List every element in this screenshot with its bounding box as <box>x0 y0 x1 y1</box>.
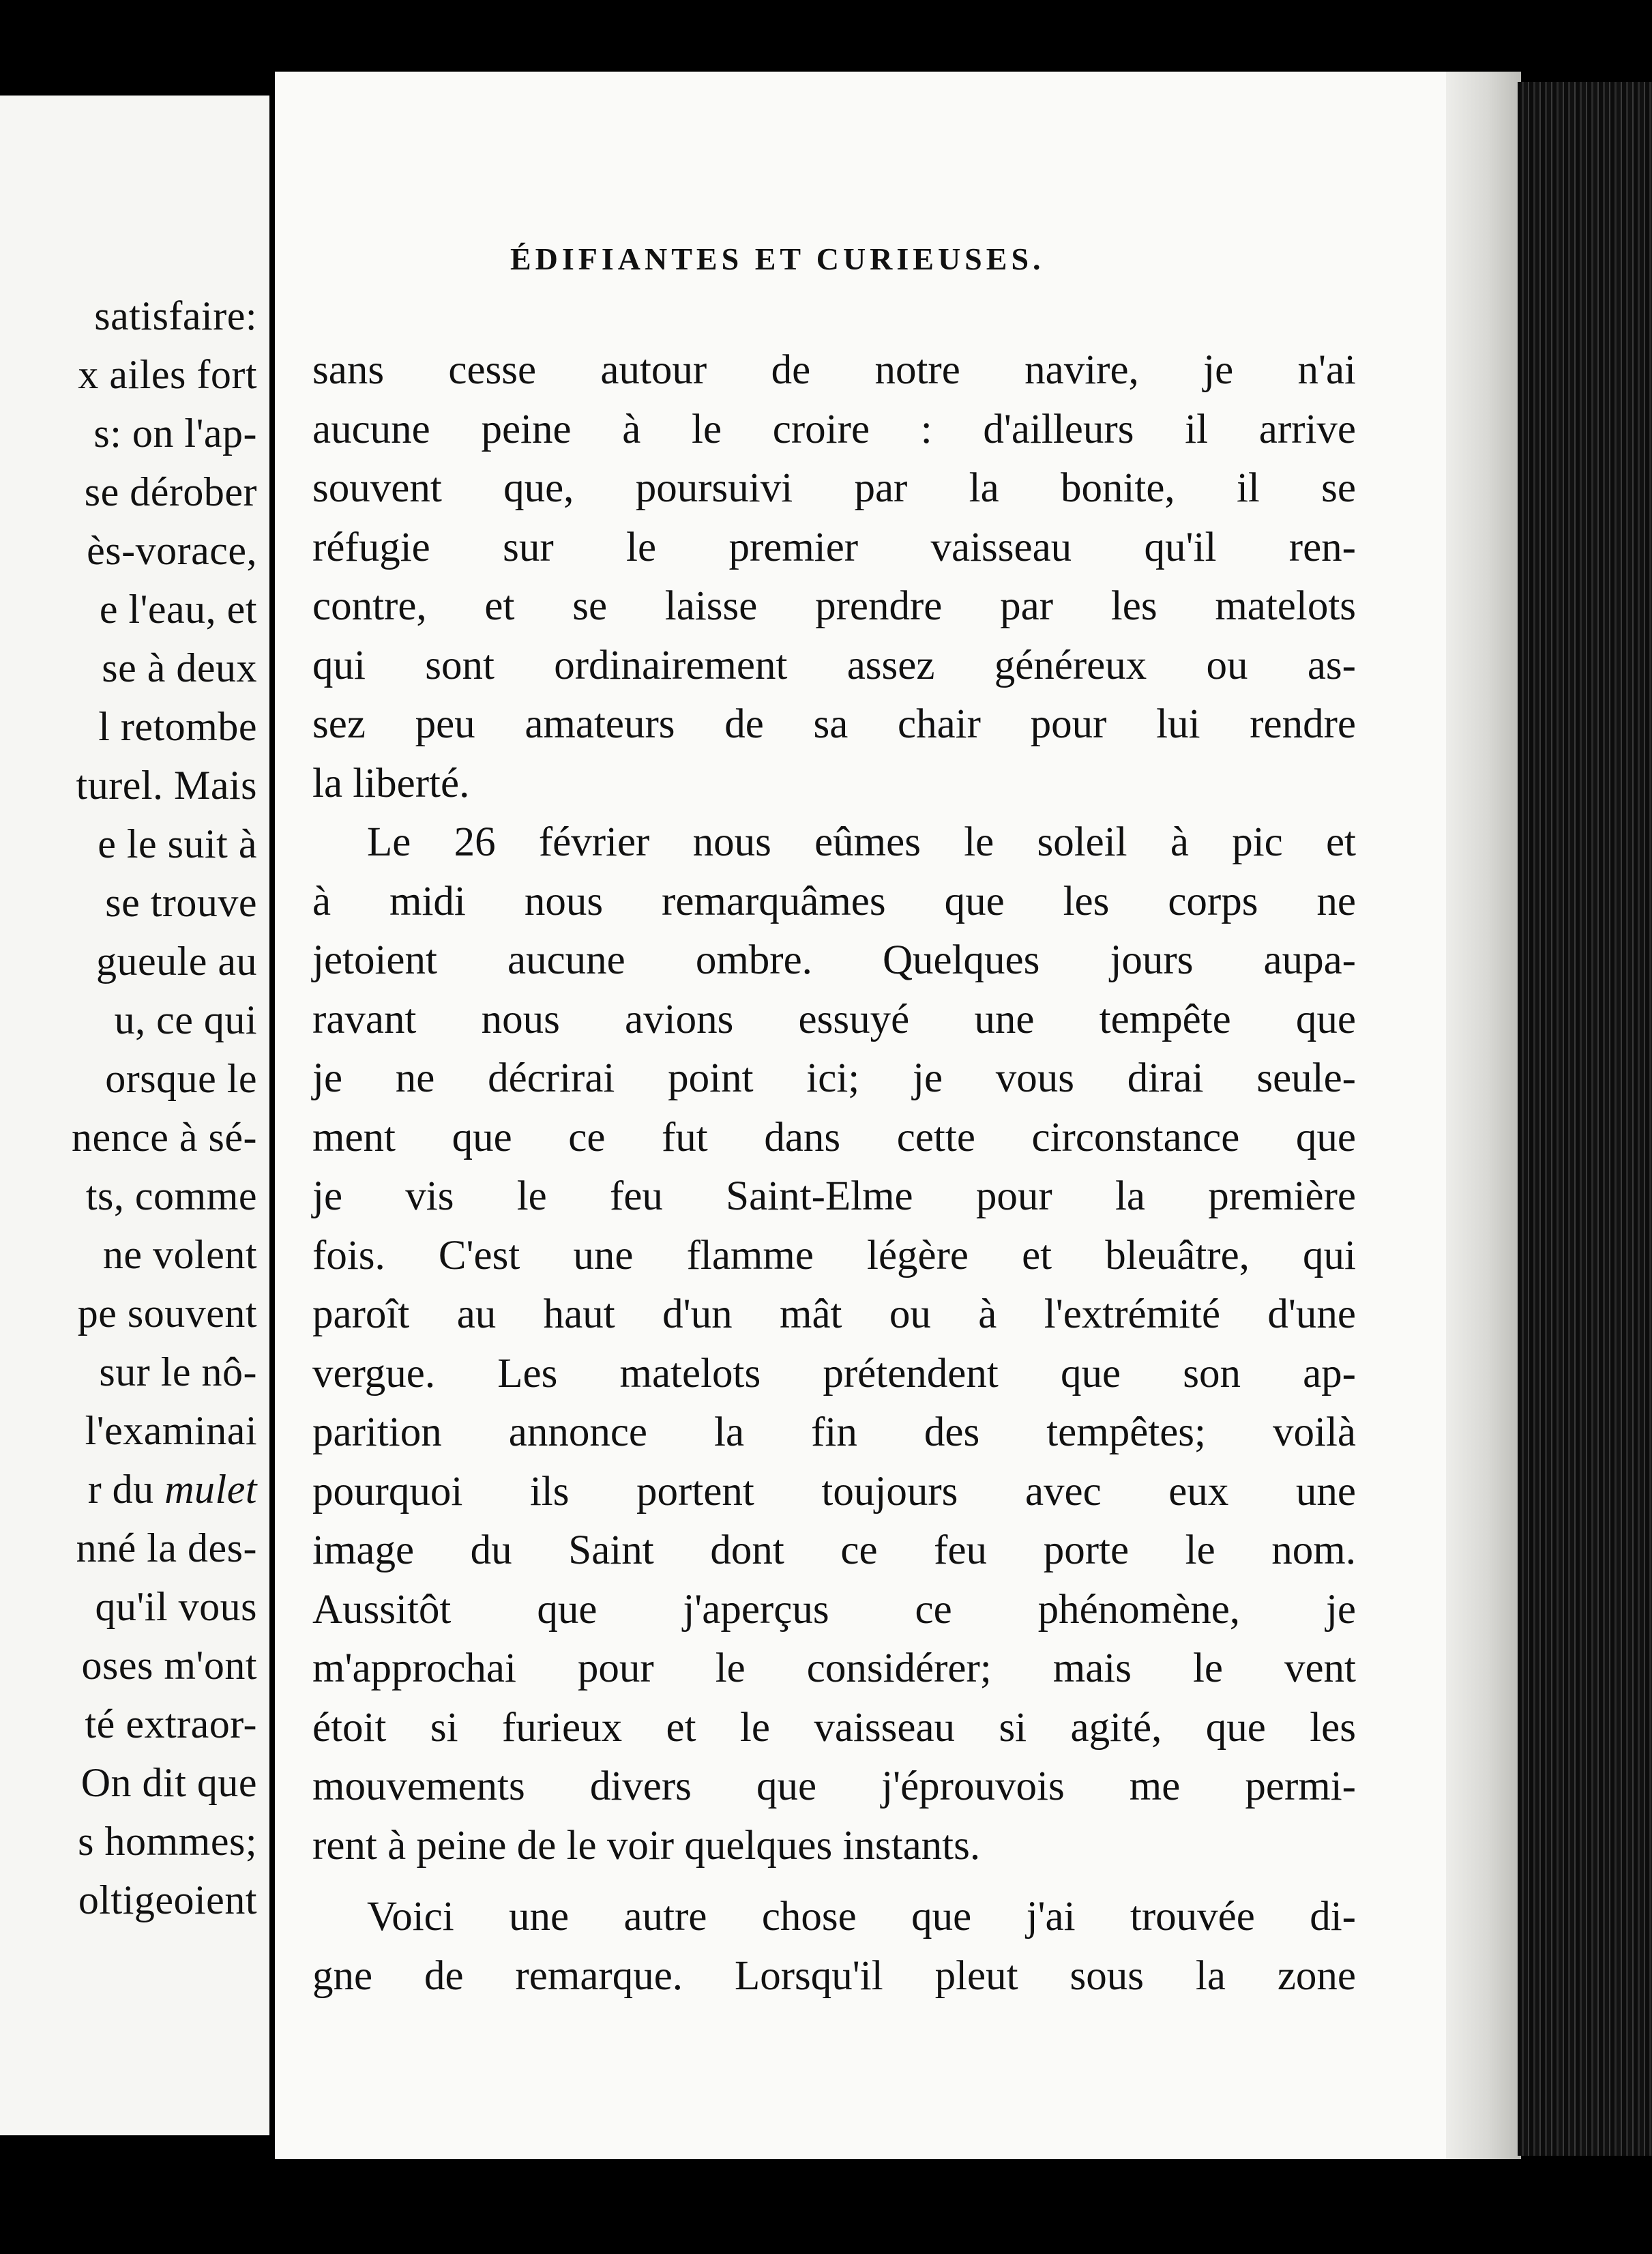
text-line: On dit que <box>80 1760 257 1805</box>
text-line: réfugie sur le premier vaisseau qu'il ren- <box>312 524 1356 570</box>
text-line: aucune peine à le croire : d'ailleurs il arrive <box>312 406 1356 452</box>
text-line: l retombe <box>98 704 257 749</box>
text-line: ès-vorace, <box>87 528 257 573</box>
text-line: satisfaire: <box>94 293 257 338</box>
italic-word: mulet <box>164 1467 257 1512</box>
text-line: pourquoi ils portent toujours avec eux une <box>312 1468 1356 1514</box>
text-line: Voici une autre chose que j'ai trouvée di- <box>367 1894 1356 1940</box>
text-line: e l'eau, et <box>99 587 257 632</box>
text-line: gueule au <box>95 939 257 984</box>
text-line: étoit si furieux et le vaisseau si agité, que les <box>312 1704 1356 1751</box>
text-line: ravant nous avions essuyé une tempête que <box>312 996 1356 1042</box>
text-line: m'approchai pour le considérer; mais le vent <box>312 1645 1356 1691</box>
text-line: x ailes fort <box>78 352 257 397</box>
text-line: se à deux <box>102 645 257 690</box>
text-line: se trouve <box>105 880 257 925</box>
text-line: rent à peine de le voir quelques instants. <box>312 1822 981 1869</box>
text-line: la liberté. <box>312 760 470 806</box>
text-line: paroît au haut d'un mât ou à l'extrémité d'une <box>312 1291 1356 1337</box>
text-line: je vis le feu Saint-Elme pour la première <box>312 1173 1356 1219</box>
text-fragment: r du <box>87 1467 165 1512</box>
running-head: ÉDIFIANTES ET CURIEUSES. <box>510 241 1045 276</box>
text-line: nné la des- <box>76 1525 257 1570</box>
text-line: s hommes; <box>78 1819 257 1864</box>
left-page-text <box>72 287 257 1929</box>
paragraph-break <box>312 1875 1356 1888</box>
text-line: sur le nô- <box>99 1349 257 1394</box>
text-line <box>72 1460 257 1519</box>
text-line: oltigeoient <box>78 1877 257 1922</box>
text-line: sez peu amateurs de sa chair pour lui rendre <box>312 701 1356 747</box>
text-line: fois. C'est une flamme légère et bleuâtre, qui <box>312 1232 1356 1278</box>
text-line: Le 26 février nous eûmes le soleil à pic et <box>367 819 1356 865</box>
body-text <box>312 341 1356 2006</box>
page-edge-shadow <box>1446 72 1521 2159</box>
text-line: ment que ce fut dans cette circonstance que <box>312 1114 1356 1160</box>
text-line: turel. Mais <box>76 763 257 808</box>
text-line: vergue. Les matelots prétendent que son ap- <box>312 1350 1356 1396</box>
text-line: parition annonce la fin des tempêtes; voilà <box>312 1409 1356 1455</box>
text-line: à midi nous remarquâmes que les corps ne <box>312 878 1356 924</box>
text-line: se dérober <box>84 469 257 514</box>
text-line: oses m'ont <box>81 1643 257 1688</box>
text-line: pe souvent <box>77 1291 257 1336</box>
text-line: je ne décrirai point ici; je vous dirai seule- <box>312 1055 1356 1101</box>
text-line: ts, comme <box>85 1173 257 1218</box>
text-line: e le suit à <box>98 821 257 866</box>
text-line: s: on l'ap- <box>93 411 257 456</box>
text-line: gne de remarque. Lorsqu'il pleut sous la zone <box>312 1952 1356 1999</box>
text-line: contre, et se laisse prendre par les matelots <box>312 583 1356 629</box>
text-line: nence à sé- <box>72 1115 257 1160</box>
book-binding <box>1518 82 1652 2156</box>
text-line: mouvements divers que j'éprouvois me permi- <box>312 1763 1356 1809</box>
page-header <box>510 223 1554 284</box>
text-line: souvent que, poursuivi par la bonite, il se <box>312 465 1356 511</box>
text-line: Aussitôt que j'aperçus ce phénomène, je <box>312 1586 1356 1633</box>
text-line: té extraor- <box>85 1701 257 1746</box>
text-line: u, ce qui <box>114 997 257 1042</box>
left-page <box>0 96 275 2135</box>
text-line: jetoient aucune ombre. Quelques jours aupa- <box>312 937 1356 983</box>
right-page <box>275 72 1475 2159</box>
text-line: qui sont ordinairement assez généreux ou as- <box>312 642 1356 688</box>
text-line: image du Saint dont ce feu porte le nom. <box>312 1527 1356 1573</box>
text-line: ne volent <box>102 1232 257 1277</box>
text-line: l'examinai <box>85 1408 257 1453</box>
text-line: qu'il vous <box>95 1584 257 1629</box>
text-line: orsque le <box>105 1056 257 1101</box>
text-line: sans cesse autour de notre navire, je n'ai <box>312 347 1356 393</box>
